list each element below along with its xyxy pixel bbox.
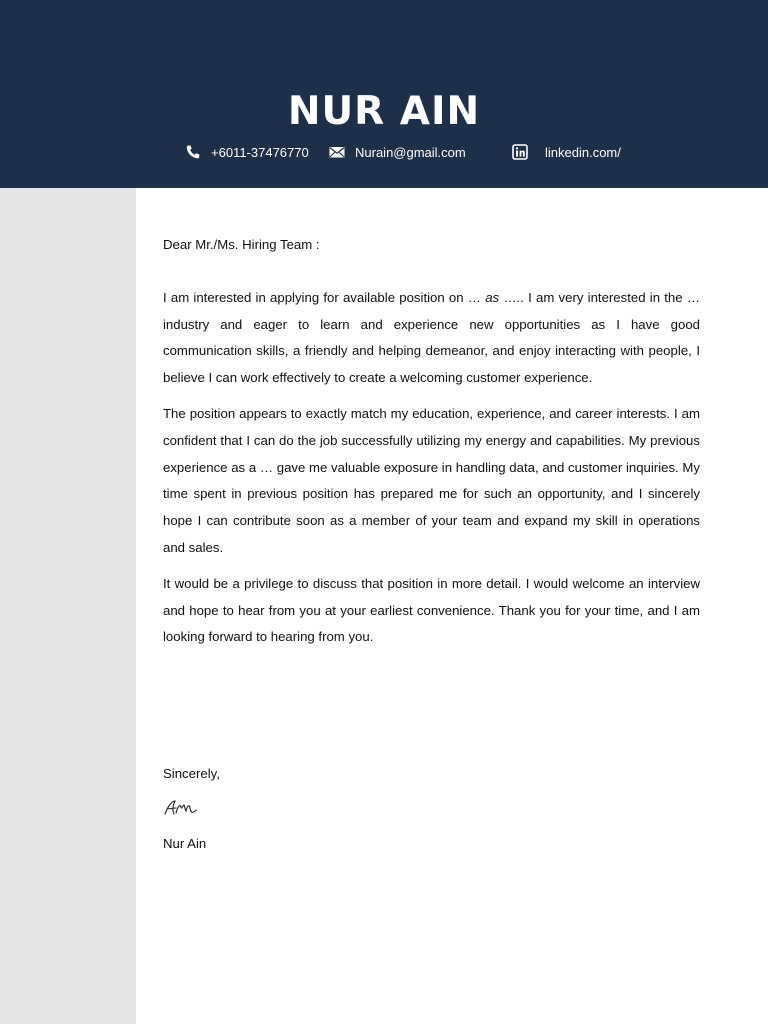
linkedin-icon (512, 144, 528, 160)
paragraph-2: The position appears to exactly match my education, experience, and career interests. I am confident that I can do the job successfully utilizing my energy and capabilities. My previous experience as a … gave me valuable exposure in handling data, and customer inquiries. My time spent in previous position has prepared me for such an opportunity, and I sincerely hope I can contribute soon as a member of your team and expand my skill in operations and sales. (163, 405, 700, 555)
email-address: Nurain@gmail.com (355, 144, 466, 160)
letter-body (163, 232, 700, 660)
closing: Sincerely, (163, 766, 220, 781)
phone-icon (185, 144, 201, 160)
paragraph-1 (163, 285, 700, 392)
left-sidebar-panel (0, 188, 136, 1024)
paragraph-1-italic: as (485, 289, 500, 305)
header-banner (0, 0, 768, 188)
paragraph-3: It would be a privilege to discuss that position in more detail. I would welcome an interview and hope to hear from you at your earliest convenience. Thank you for your time, and I am looking forward to hearing from you. (163, 575, 700, 645)
contact-phone (185, 141, 309, 163)
page-title: NUR AIN (287, 89, 481, 134)
linkedin-url: linkedin.com/ (545, 144, 621, 160)
contact-email (329, 141, 466, 163)
signer-name: Nur Ain (163, 836, 207, 851)
email-icon (329, 144, 345, 160)
contact-linkedin (512, 141, 621, 163)
paragraph-1-end: ….. I am very interested in the … industry and eager to learn and experience new opportunities as I have good communication skills, a friendly and helping demeanor, and enjoy interacting with people, I believe I can work effectively to create a welcoming customer experience. (163, 289, 701, 386)
phone-number: +6011-37476770 (211, 144, 309, 160)
salutation: Dear Mr./Ms. Hiring Team : (163, 237, 320, 252)
handwritten-signature (163, 797, 199, 824)
paragraph-1-start: I am interested in applying for available position on … (163, 289, 486, 305)
